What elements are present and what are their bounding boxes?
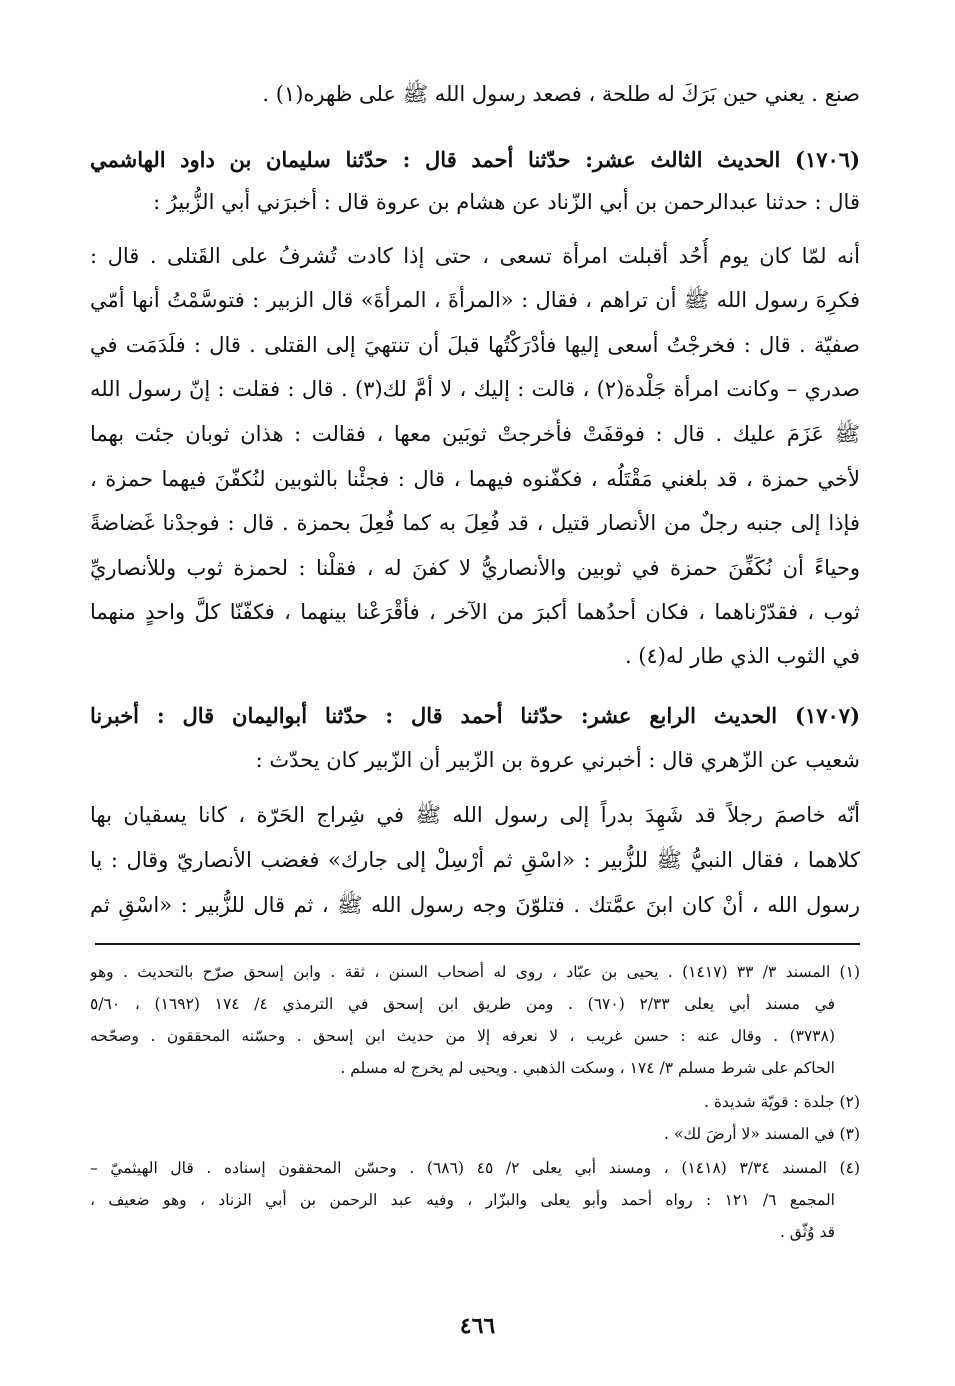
body-line: صنع . يعني حين بَرَكَ له طلحة ، فصعد رسول الله ﷺ على ظهره(١) . [262, 82, 860, 106]
body-line: ﷺ عَزَمَ عليك . قال : فوقفَتْ فأخرجتْ ثوبَين معها ، فقالت : هذان ثوبان جئت بهما [90, 422, 860, 446]
footnote-line: (٢) جلدة : قويّة شديدة . [704, 1093, 860, 1111]
body-line: أنه لمّا كان يوم أُحُد أقبلت امرأة تسعى ، حتى إذا كادت تُشرفُ على القَتلى . قال : [90, 244, 860, 268]
footnote-line: (١) المسند ٣/ ٣٣ (١٤١٧) . يحيى بن عبّاد ، روى له أصحاب السنن ، ثقة . وابن إسحق صرّح بالتحديث . وهو [90, 963, 860, 981]
page-number: ٤٦٦ [459, 1313, 496, 1339]
body-line: قال : حدثنا عبدالرحمن بن أبي الزّناد عن هشام بن عروة قال : أخبرَني أبي الزُّبيرُ : [153, 190, 860, 214]
footnote-line: المجمع ٦/ ١٢١ : رواه أحمد وأبو يعلى والبزّار ، وفيه عبد الرحمن بن أبي الزناد ، وهو ضعيف ، [90, 1191, 835, 1209]
footnote-line: (٤) المسند ٣/٣٤ (١٤١٨) ، ومسند أبي يعلى ٢/ ٤٥ (٦٨٦) . وحسّن المحققون إسناده . قال الهيثميّ – [90, 1159, 860, 1177]
footnote-line: الحاكم على شرط مسلم ٣/ ١٧٤ ، وسكت الذهبي . ويحيى لم يخرج له مسلم . [340, 1059, 835, 1077]
body-line: فكرِهَ رسول الله ﷺ أن تراهم ، فقال : «المرأةَ ، المرأةَ» قال الزبير : فتوسَّمْتُ أنها أمّي [90, 288, 860, 312]
body-line: رسول الله ، أنْ كان ابنَ عمَّتك . فتلوّنَ وجه رسول الله ﷺ ، ثم قال للزُّبير : «اسْقِ ثم [90, 893, 860, 917]
hadith-1707-heading: (١٧٠٧) الحديث الرابع عشر: حدّثنا أحمد قال : حدّثنا أبواليمان قال : أخبرنا [90, 703, 860, 728]
body-line: في الثوب الذي طار له(٤) . [624, 644, 860, 668]
footnote-separator [95, 943, 860, 945]
body-line: صدري – وكانت امرأة جَلْدة(٢) ، قالت : إليك ، لا أمَّ لك(٣) . قال : فقلت : إنّ رسول الله [90, 377, 860, 401]
footnote-line: (٣) في المسند «لا أرضَ لك» . [663, 1125, 860, 1143]
footnote-line: في مسند أبي يعلى ٢/٣٣ (٦٧٠) . ومن طريق ابن إسحق في الترمذي ٤/ ١٧٤ (١٦٩٢) ، ٥/٦٠ [90, 995, 835, 1013]
body-line: ثوب ، فقدّرْناهما ، فكان أحدُهما أكبرَ من الآخر ، فأقْرَعْنا بينهما ، فكفّنّا كلَّ واحدٍ منهما [90, 600, 860, 624]
body-line: فإذا إلى جنبه رجلٌ من الأنصار قتيل ، قد فُعِلَ به كما فُعِلَ بحمزة . قال : فوجدْنا غَضاضةً [90, 511, 860, 535]
footnote-line: (٣٧٣٨) . وقال عنه : حسن غريب ، لا نعرفه إلا من حديث ابن إسحق . وحسّنه المحققون . وصحّحه [90, 1027, 835, 1045]
body-line: كلاهما ، فقال النبيُّ ﷺ للزُّبير : «اسْقِ ثم أرْسِلْ إلى جارك» فغضب الأنصاريّ وقال : يا [90, 848, 860, 872]
hadith-1706-heading: (١٧٠٦) الحديث الثالث عشر: حدّثنا أحمد قال : حدّثنا سليمان بن داود الهاشمي [90, 147, 860, 172]
footnote-line: قد وُثّق . [779, 1223, 835, 1241]
body-line: شعيب عن الزّهري قال : أخبرني عروة بن الزّبير أن الزّبير كان يحدّث : [255, 748, 860, 772]
body-line: صفيّة . قال : فخرجْتُ أسعى إليها فأدْرَكْتُها قبلَ أن تنتهيَ إلى القتلى . قال : فلَدَمَت في [90, 333, 860, 357]
body-line: لأخي حمزة ، قد بلغني مَقْتَلُه ، فكفّنوه فيهما ، قال : فجئْنا بالثوبين لنُكفّنَ فيهما حمزة ، [90, 467, 860, 491]
body-line: وحياءً أن نُكَفِّنَ حمزة في ثوبين والأنصاريُّ لا كفنَ له ، فقلْنا : لحمزة ثوب وللأنصاريِّ [90, 556, 860, 580]
body-line: أنّه خاصمَ رجلاً قد شَهِدَ بدراً إلى رسول الله ﷺ في شِراج الحَرّة ، كانا يسقيان بها [90, 803, 860, 827]
